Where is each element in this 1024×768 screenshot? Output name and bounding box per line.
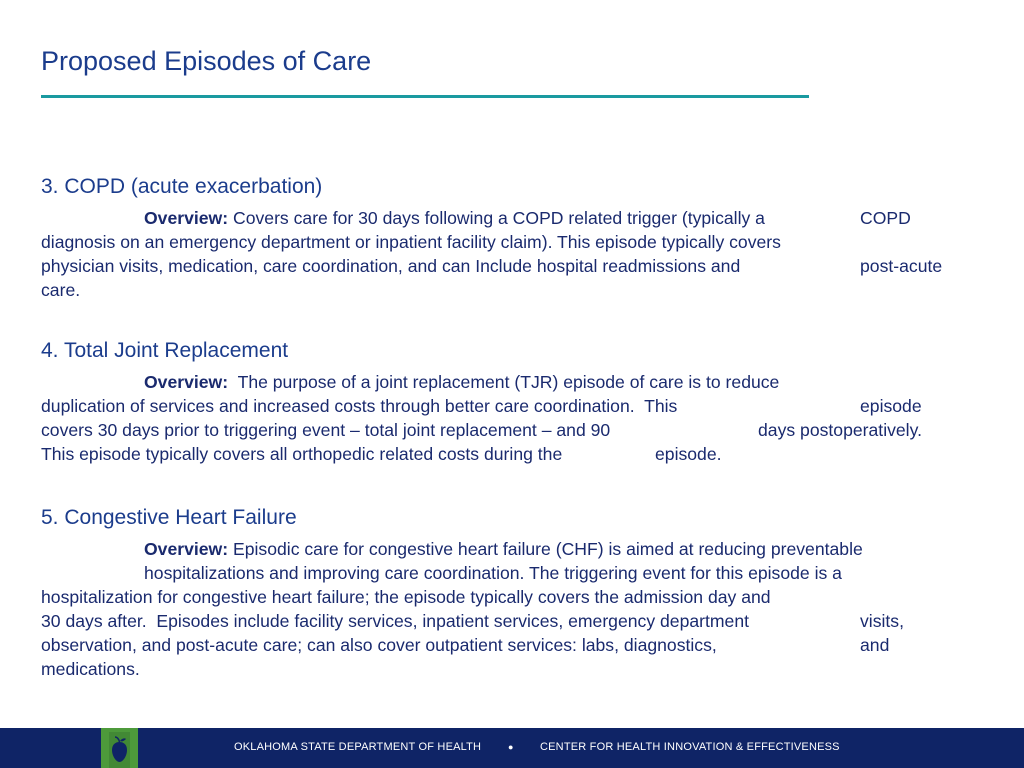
section-copd [41,174,961,302]
line-text-aligned: days postoperatively. [758,420,922,440]
line-text: covers 30 days prior to triggering event – total joint replacement – and 90 [41,420,611,440]
text-line [41,278,961,302]
line-text-aligned: visits, [860,611,904,631]
line-text: hospitalizations and improving care coordination. The triggering event for this episode is a [144,563,842,583]
line-text: medications. [41,659,140,679]
text-line [41,254,961,278]
text-line [41,585,961,609]
section-body [41,206,961,302]
section-heading: 3. COPD (acute exacerbation) [41,175,323,198]
line-text-aligned: post-acute [860,256,943,276]
text-line [41,230,961,254]
overview-label: Overview: [144,208,229,228]
line-text-aligned: episode. [655,444,722,464]
line-text: duplication of services and increased costs through better care coordination. This [41,396,678,416]
text-line [41,206,961,230]
line-text: observation, and post-acute care; can also cover outpatient services: labs, diagnostics, [41,635,717,655]
section-congestive-heart-failure [41,505,961,681]
text-line [41,442,961,466]
line-text: physician visits, medication, care coordination, and can Include hospital readmissions and [41,256,741,276]
section-heading: 5. Congestive Heart Failure [41,506,297,529]
text-line [41,370,961,394]
text-line [41,657,961,681]
line-text: diagnosis on an emergency department or inpatient facility claim). This episode typically covers [41,232,781,252]
section-body [41,537,961,681]
text-line [41,561,961,585]
text-line [41,418,961,442]
section-total-joint-replacement [41,338,961,466]
line-text: The purpose of a joint replacement (TJR) episode of care is to reduce [233,372,780,392]
text-line [41,609,961,633]
line-text-aligned: and [860,635,890,655]
section-heading: 4. Total Joint Replacement [41,339,289,362]
oklahoma-logo-icon [101,728,138,768]
line-text: Episodic care for congestive heart failure (CHF) is aimed at reducing preventable [233,539,863,559]
footer-org-name: OKLAHOMA STATE DEPARTMENT OF HEALTH [234,741,482,753]
overview-label: Overview: [144,539,229,559]
line-text-aligned: COPD [860,208,911,228]
line-text: care. [41,280,81,300]
title-underline [41,95,809,98]
overview-label: Overview: [144,372,229,392]
text-line [41,394,961,418]
footer-center-name: CENTER FOR HEALTH INNOVATION & EFFECTIVENESS [540,741,840,753]
line-text: hospitalization for congestive heart failure; the episode typically covers the admission day and [41,587,771,607]
line-text: This episode typically covers all orthopedic related costs during the [41,444,563,464]
footer-bar [0,728,1024,768]
section-body [41,370,961,466]
footer-separator: ● [508,742,514,752]
line-text-aligned: episode [860,396,922,416]
page-title: Proposed Episodes of Care [41,46,372,76]
line-text: 30 days after. Episodes include facility services, inpatient services, emergency department [41,611,750,631]
text-line [41,633,961,657]
line-text: Covers care for 30 days following a COPD related trigger (typically a [233,208,765,228]
text-line [41,537,961,561]
